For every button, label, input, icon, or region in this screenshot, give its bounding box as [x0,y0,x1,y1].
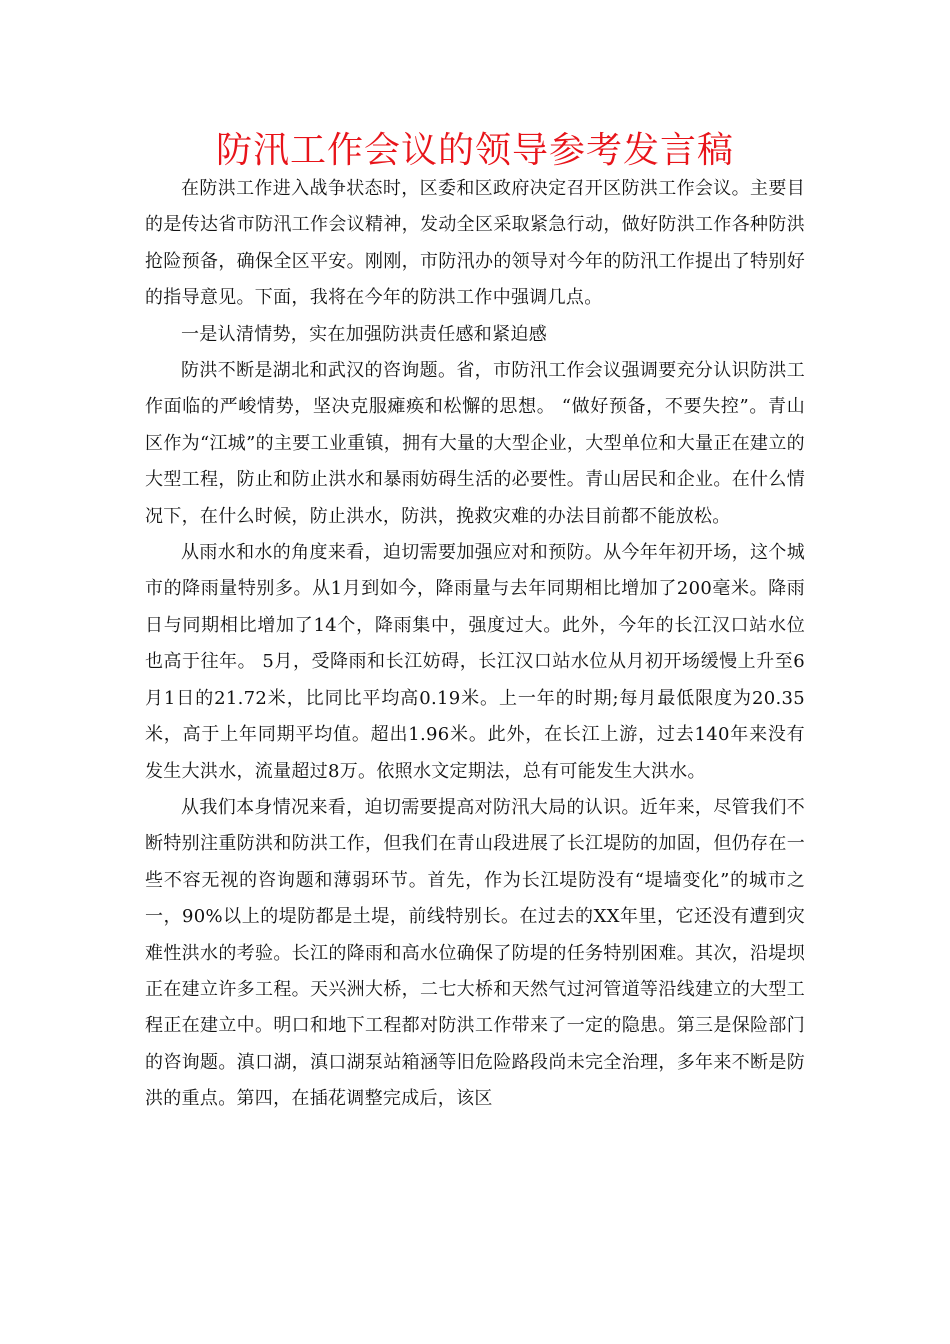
paragraph-own-situation: 从我们本身情况来看，迫切需要提高对防汛大局的认识。近年来，尽管我们不断特别注重防洪和防洪工作，但我们在青山段进展了长江堤防的加固，但仍存在一些不容无视的咨询题和薄弱环节。首先，作为长江堤防没有“堤墙变化”的城市之一，90%以上的堤防都是土堤，前线特别长。在过去的XX年里，它还没有遭到灾难性洪水的考验。长江的降雨和高水位确保了防堤的任务特别困难。其次，沿堤坝正在建立许多工程。天兴洲大桥，二七大桥和天然气过河管道等沿线建立的大型工程正在建立中。明口和地下工程都对防洪工作带来了一定的隐患。第三是保险部门的咨询题。滇口湖，滇口湖泵站箱涵等旧危险路段尚未完全治理，多年来不断是防洪的重点。第四，在插花调整完成后，该区 [145,796,805,1110]
document-title: 防汛工作会议的领导参考发言稿 [215,130,734,171]
paragraph-situation: 防洪不断是湖北和武汉的咨询题。省，市防汛工作会议强调要充分认识防洪工作面临的严峻情势，坚决克服瘫痪和松懈的思想。 “做好预备，不要失控”。青山区作为“江城”的主要工业重镇，拥有大量的大型企业，大型单位和大量正在建立的大型工程，防止和防止洪水和暴雨妨碍生活的必要性。青山居民和企业。在什么情况下，在什么时候，防止洪水，防洪，挽救灾难的办法目前都不能放松。 [145,360,805,527]
document-body [145,171,805,1118]
paragraph-heading-1: 一是认清情势，实在加强防洪责任感和紧迫感 [181,323,547,345]
paragraph-rainfall: 从雨水和水的角度来看，迫切需要加强应对和预防。从今年年初开场，这个城市的降雨量特别多。从1月到如今，降雨量与去年同期相比增加了200毫米。降雨日与同期相比增加了14个，降雨集中，强度过大。此外，今年的长江汉口站水位也高于往年。 5月，受降雨和长江妨碍，长江汉口站水位从月初开场缓慢上升至6月1日的21.72米，比同比平均高0.19米。上一年的时期;每月最低限度为20.35米，高于上年同期平均值。超出1.96米。此外，在长江上游，过去140年来没有发生大洪水，流量超过8万。依照水文定期法，总有可能发生大洪水。 [145,542,805,782]
paragraph-intro: 在防洪工作进入战争状态时，区委和区政府决定召开区防洪工作会议。主要目的是传达省市防汛工作会议精神，发动全区采取紧急行动，做好防洪工作各种防洪抢险预备，确保全区平安。刚刚，市防汛办的领导对今年的防汛工作提出了特别好的指导意见。下面，我将在今年的防洪工作中强调几点。 [145,178,805,309]
